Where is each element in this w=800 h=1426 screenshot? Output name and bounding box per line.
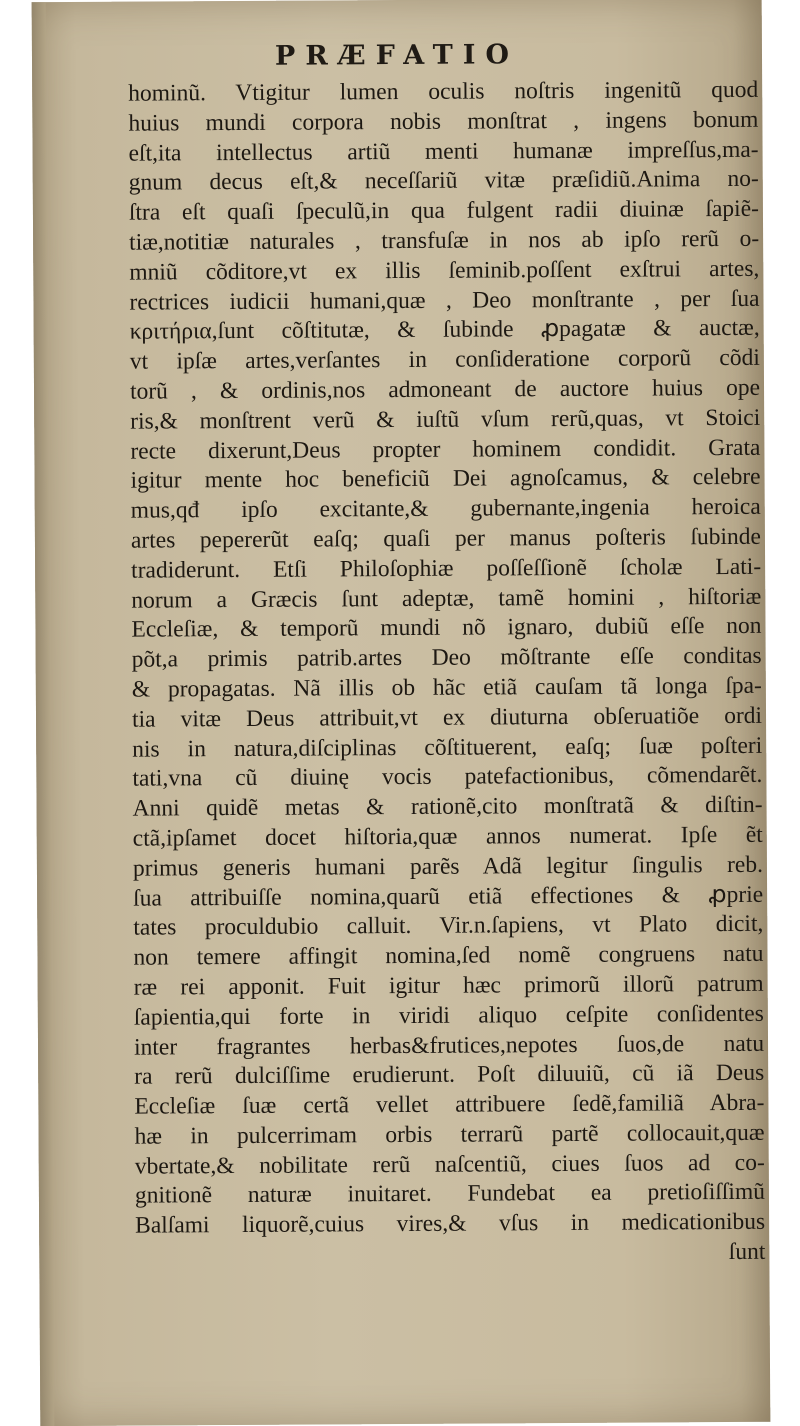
text-line: vt ipſæ artes,verſantes in conſideratione corporũ cõdi	[129, 344, 760, 375]
text-line: Anni quidẽ metas & rationẽ,cito monſtratã & diſtin-	[132, 791, 763, 822]
text-line: hominũ. Vtigitur lumen oculis noſtris ingenitũ quod	[128, 76, 759, 107]
text-line: eſt,ita intellectus artiũ menti humanæ impreſſus,ma-	[128, 136, 759, 167]
text-line: κριτήρια,ſunt cõſtitutæ, & ſubinde ꝓpagatæ & auctæ,	[129, 315, 760, 346]
text-line: ris,& monſtrent verũ & iuſtũ vſum rerũ,quas, vt Stoici	[130, 404, 761, 435]
text-line: rectrices iudicii humani,quæ , Deo monſtrante , per ſua	[129, 285, 760, 316]
text-line: igitur mente hoc beneficiũ Dei agnoſcamus, & celebre	[130, 464, 761, 495]
text-line: tates proculdubio calluit. Vir.n.ſapiens, vt Plato dicit,	[133, 911, 764, 941]
text-line: ra rerũ dulciſſime erudierunt. Poſt diluuiũ, cũ iã Deus	[134, 1060, 765, 1090]
text-line: nis in natura,diſciplinas cõſtituerent, eaſq; ſuæ poſteri	[132, 732, 763, 763]
text-line: norum a Græcis ſunt adeptæ, tamẽ homini , hiſtoriæ	[131, 583, 762, 614]
text-line: primus generis humani parẽs Adã legitur ſingulis reb.	[132, 851, 764, 882]
text-line: inter fragrantes herbas&frutices,nepotes ſuos,de natu	[133, 1030, 765, 1061]
text-line: gnum decus eſt,& neceſſariũ vitæ præſidiũ.Anima no-	[128, 166, 759, 197]
text-line: & propagatas. Nã illis ob hãc etiã cauſam tã longa ſpa-	[131, 672, 762, 703]
text-line: mus,qđ ipſo excitante,& gubernante,ingenia heroica	[130, 493, 761, 524]
text-line: tati,vna cũ diuinę vocis patefactionibus, cõmendarẽt.	[132, 762, 763, 792]
text-line: Balſami liquorẽ,cuius vires,& vſus in medicationibus	[135, 1209, 766, 1239]
catchword: ſunt	[728, 1238, 766, 1266]
text-line: ſtra eſt quaſi ſpeculũ,in qua fulgent radii diuinæ ſapiẽ-	[128, 195, 760, 226]
text-line: vbertate,& nobilitate rerũ naſcentiũ, ciues ſuos ad co-	[134, 1149, 765, 1180]
body-text	[128, 76, 765, 1272]
text-line: huius mundi corpora nobis monſtrat , ingens bonum	[128, 106, 759, 137]
text-line: tiæ,notitiæ naturales , transfuſæ in nos ab ipſo rerũ o-	[129, 225, 760, 256]
text-line: ſua attribuiſſe nomina,quarũ etiã effectiones & ꝓprie	[133, 881, 764, 912]
text-line: põt,a primis patrib.artes Deo mõſtrante eſſe conditas	[131, 642, 762, 673]
text-line: tia vitæ Deus attribuit,vt ex diuturna obſeruatiõe ordi	[131, 702, 763, 733]
text-line: Eccleſiæ ſuæ certã vellet attribuere ſedẽ,familiã Abra-	[134, 1089, 765, 1120]
text-line: mniũ cõditore,vt ex illis ſeminib.poſſent exſtrui artes,	[129, 255, 760, 286]
text-line: gnitionẽ naturæ inuitaret. Fundebat ea pretioſiſſimũ	[134, 1179, 766, 1210]
text-line: hæ in pulcerrimam orbis terrarũ partẽ collocauit,quæ	[134, 1119, 765, 1150]
text-line: ctã,ipſamet docet hiſtoria,quæ annos numerat. Ipſe ẽt	[132, 821, 763, 852]
text-line: Eccleſiæ, & temporũ mundi nõ ignaro, dubiũ eſſe non	[131, 613, 762, 643]
text-line: recte dixerunt,Deus propter hominem condidit. Grata	[130, 434, 761, 465]
text-line: ræ rei apponit. Fuit igitur hæc primorũ illorũ patrum	[133, 970, 764, 1001]
text-line: ſapientia,qui forte in viridi aliquo ceſpite conſidentes	[133, 1000, 764, 1031]
running-head: PRÆFATIO	[274, 39, 520, 72]
text-line: torũ , & ordinis,nos admoneant de auctore huius ope	[129, 374, 761, 405]
text-line: non temere affingit nomina,ſed nomẽ congruens natu	[133, 940, 764, 971]
text-line: tradiderunt. Etſi Philoſophiæ poſſeſſionẽ ſcholæ Lati-	[131, 553, 762, 584]
page-gutter	[32, 2, 55, 1426]
book-page	[32, 0, 771, 1426]
text-line: artes pepererũt eaſq; quaſi per manus poſteris ſubinde	[130, 523, 762, 554]
